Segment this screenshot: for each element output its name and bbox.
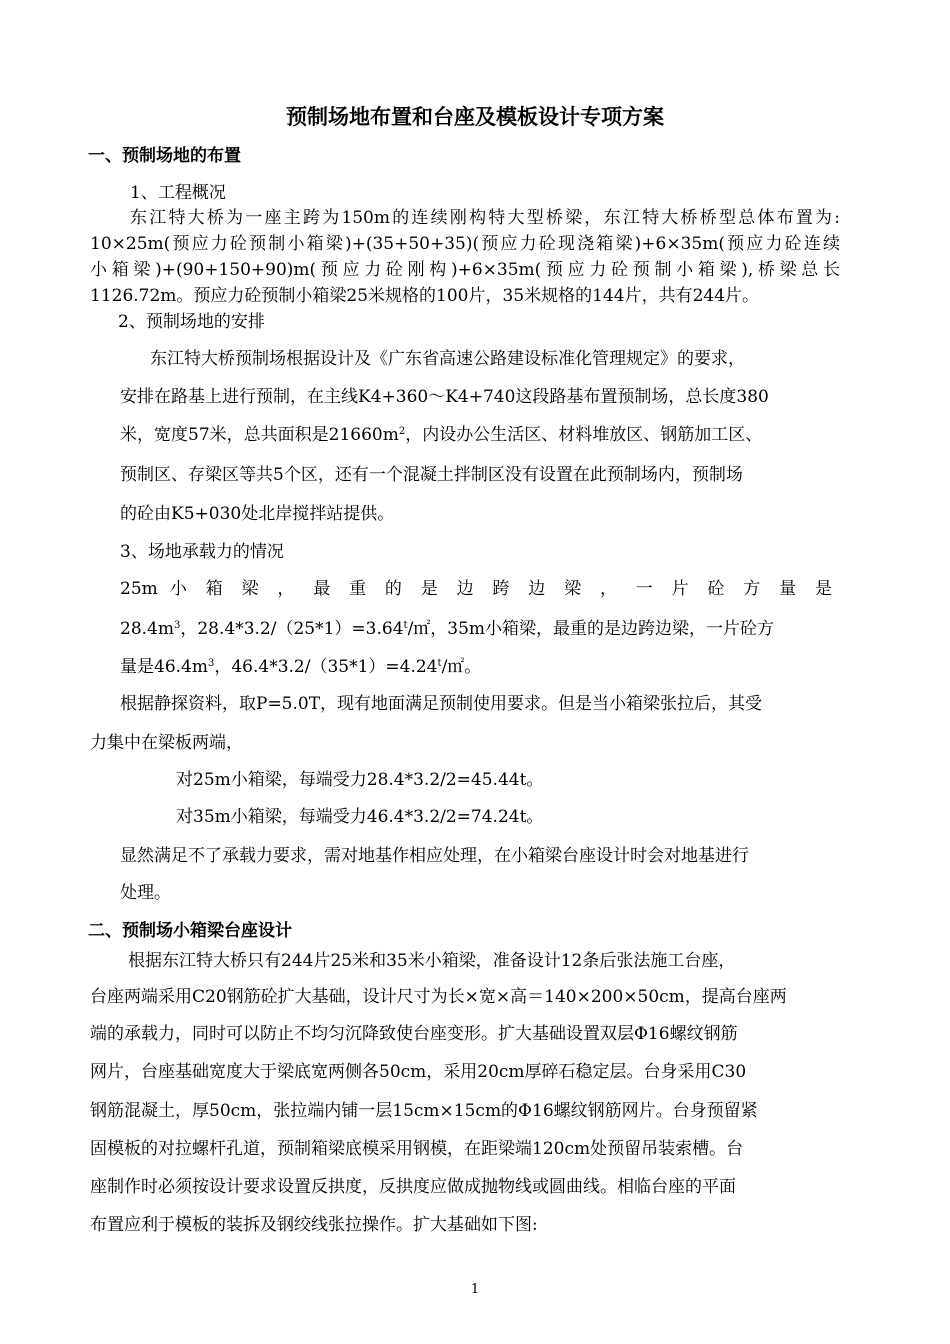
paragraph-line: 网片，台座基础宽度大于梁底宽两侧各50cm，采用20cm厚碎石稳定层。台身采用C30: [90, 1062, 747, 1082]
paragraph-line: 处理。: [120, 883, 171, 903]
section-heading-2: 二、预制场小箱梁台座设计: [88, 921, 292, 941]
subsection-heading-3: 3、场地承载力的情况: [120, 542, 284, 562]
document-title: 预制场地布置和台座及模板设计专项方案: [286, 104, 664, 129]
text-run: /㎡，35m小箱梁，最重的是边跨边梁，一片砼方: [407, 619, 775, 639]
paragraph-line: 钢筋混凝土，厚50cm，张拉端内铺一层15cm×15cm的Φ16螺纹钢筋网片。台身预留紧: [90, 1101, 758, 1121]
section-heading-1: 一、预制场地的布置: [88, 146, 241, 166]
paragraph-line: 25m 小 箱 梁 ， 最 重 的 是 边 跨 边 梁 ， 一 片 砼 方 量 是: [120, 579, 832, 599]
paragraph-line: 东江特大桥为一座主跨为150m的连续刚构特大型桥梁，东江特大桥桥型总体布置为:: [130, 208, 840, 228]
text-run: 28.4m: [120, 619, 174, 639]
area-superscript: 2: [398, 426, 406, 437]
paragraph-line: 安排在路基上进行预制，在主线K4+360～K4+740这段路基布置预制场，总长度380: [120, 387, 769, 407]
paragraph-line: 根据静探资料，取P=5.0T，现有地面满足预制使用要求。但是当小箱梁张拉后，其受: [120, 694, 763, 714]
superscript: 3: [207, 658, 215, 669]
paragraph-line: [120, 618, 774, 640]
paragraph-line: 1126.72m。预应力砼预制小箱梁25米规格的100片，35米规格的144片，共有244片。: [90, 286, 760, 306]
superscript: t: [403, 620, 408, 631]
superscript: 3: [173, 620, 181, 631]
paragraph-line: [120, 424, 762, 446]
paragraph-line: 固模板的对拉螺杆孔道，预制箱梁底模采用钢模，在距梁端120cm处预留吊装索槽。台: [90, 1139, 744, 1159]
paragraph-line: 布置应利于模板的装拆及钢绞线张拉操作。扩大基础如下图:: [90, 1215, 538, 1235]
text-run: ，46.4*3.2/（35*1）=4.24: [214, 657, 438, 677]
superscript: t: [437, 658, 442, 669]
text-run: ，28.4*3.2/（25*1）=3.64: [180, 619, 404, 639]
text-run: /㎡。: [441, 657, 482, 677]
subsection-heading-1: 1、工程概况: [130, 183, 226, 203]
paragraph-line: 根据东江特大桥只有244片25米和35米小箱梁，准备设计12条后张法施工台座，: [128, 951, 736, 971]
paragraph-line: 预制区、存梁区等共5个区，还有一个混凝土拌制区没有设置在此预制场内，预制场: [120, 465, 743, 485]
paragraph-line: 对25m小箱梁，每端受力28.4*3.2/2=45.44t。: [176, 770, 544, 790]
paragraph-line: 对35m小箱梁，每端受力46.4*3.2/2=74.24t。: [176, 807, 544, 827]
paragraph-line: 台座两端采用C20钢筋砼扩大基础，设计尺寸为长×宽×高＝140×200×50cm，提高台座两: [90, 987, 787, 1007]
paragraph-line: [120, 656, 481, 678]
paragraph-line: 力集中在梁板两端，: [90, 733, 243, 753]
paragraph-line: 显然满足不了承载力要求，需对地基作相应处理，在小箱梁台座设计时会对地基进行: [120, 846, 749, 866]
subsection-heading-2: 2、预制场地的安排: [118, 312, 265, 332]
paragraph-line: 的砼由K5+030处北岸搅拌站提供。: [120, 504, 395, 524]
paragraph-line: 座制作时必须按设计要求设置反拱度，反拱度应做成抛物线或圆曲线。相临台座的平面: [90, 1177, 736, 1197]
area-text-rest: ，内设办公生活区、材料堆放区、钢筋加工区、: [405, 425, 763, 445]
paragraph-line: 端的承载力，同时可以防止不均匀沉降致使台座变形。扩大基础设置双层Φ16螺纹钢筋: [90, 1024, 738, 1044]
paragraph-line: 小箱梁)+(90+150+90)m(预应力砼刚构)+6×35m(预应力砼预制小箱梁),桥梁总长: [90, 260, 840, 280]
paragraph-line: 东江特大桥预制场根据设计及《广东省高速公路建设标准化管理规定》的要求，: [150, 349, 745, 369]
text-run: 量是46.4m: [120, 657, 208, 677]
paragraph-line: 10×25m(预应力砼预制小箱梁)+(35+50+35)(预应力砼现浇箱梁)+6×35m(预应力砼连续: [90, 234, 840, 254]
area-text: 米，宽度57米，总共面积是21660m: [120, 425, 399, 445]
page-number: 1: [470, 1282, 480, 1297]
